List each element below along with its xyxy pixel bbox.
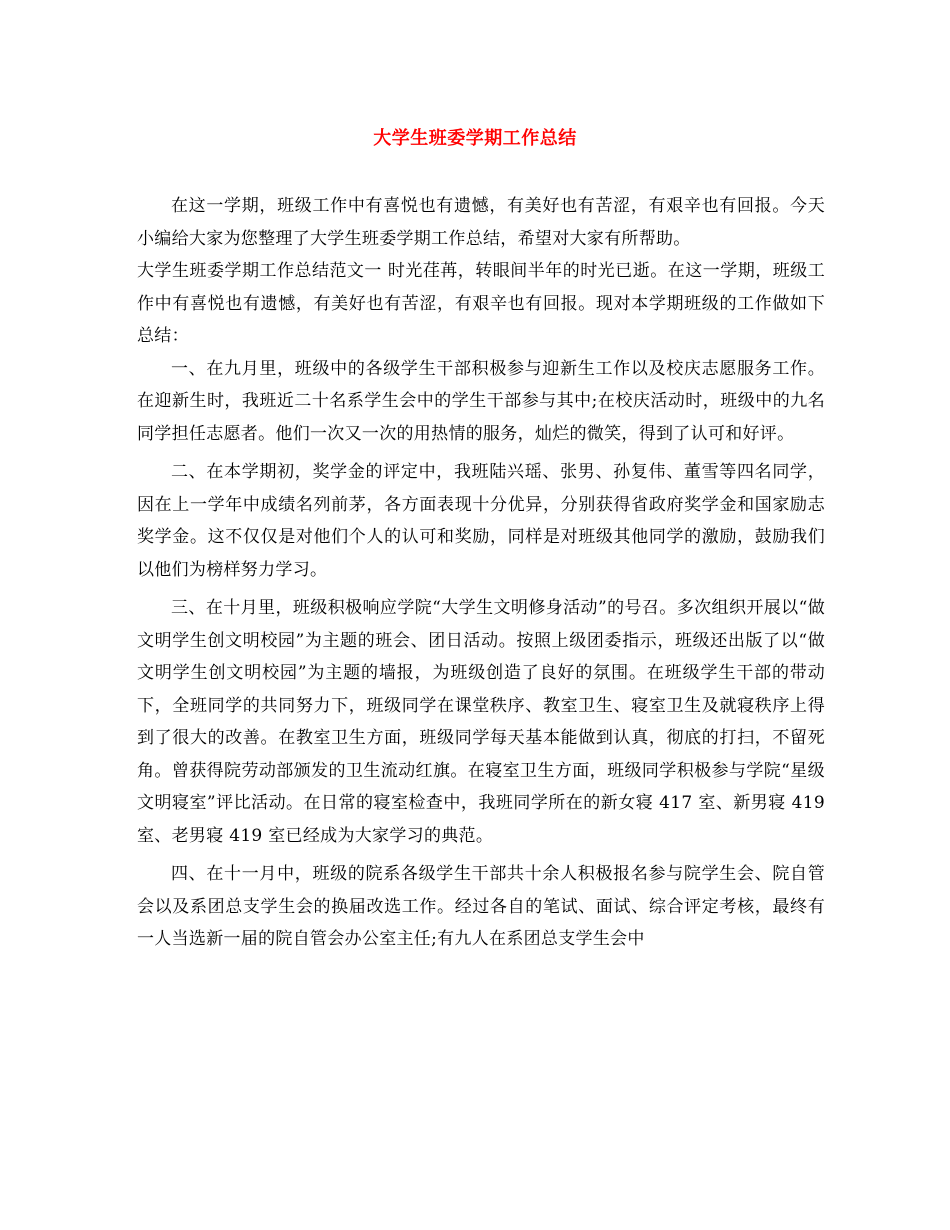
section-four-paragraph: 四、在十一月中，班级的院系各级学生干部共十余人积极报名参与院学生会、院自管会以及系团总支学生会的换届改选工作。经过各自的笔试、面试、综合评定考核，最终有一人当选新一届的院自管会办公室主任;有九人在系团总支学生会中 [137, 864, 825, 949]
section-two-paragraph: 二、在本学期初，奖学金的评定中，我班陆兴瑶、张男、孙复伟、董雪等四名同学，因在上一学年中成绩名列前茅，各方面表现十分优异，分别获得省政府奖学金和国家励志奖学金。这不仅仅是对他们个人的认可和奖励，同样是对班级其他同学的激励，鼓励我们以他们为榜样努力学习。 [137, 462, 825, 580]
section-one-paragraph: 一、在九月里，班级中的各级学生干部积极参与迎新生工作以及校庆志愿服务工作。在迎新生时，我班近二十名系学生会中的学生干部参与其中;在校庆活动时，班级中的九名同学担任志愿者。他们一次又一次的用热情的服务，灿烂的微笑，得到了认可和好评。 [137, 358, 825, 444]
section-three-paragraph: 三、在十月里，班级积极响应学院“大学生文明修身活动”的号召。多次组织开展以“做文明学生创文明校园”为主题的班会、团日活动。按照上级团委指示，班级还出版了以“做文明学生创文明校园”为主题的墙报，为班级创造了良好的氛围。在班级学生干部的带动下，全班同学的共同努力下，班级同学在课堂秩序、教室卫生、寝室卫生及就寝秩序上得到了很大的改善。在教室卫生方面，班级同学每天基本能做到认真，彻底的打扫，不留死角。曾获得院劳动部颁发的卫生流动红旗。在寝室卫生方面，班级同学积极参与学院“星级文明寝室”评比活动。在日常的寝室检查中，我班同学所在的新女寝 417 室、新男寝 419 室、老男寝 419 室已经成为大家学习的典范。 [137, 598, 825, 846]
reference-paragraph: 大学生班委学期工作总结范文一 时光荏苒，转眼间半年的时光已逝。在这一学期，班级工作中有喜悦也有遗憾，有美好也有苦涩，有艰辛也有回报。现对本学期班级的工作做如下总结： [137, 261, 825, 346]
intro-paragraph: 在这一学期，班级工作中有喜悦也有遗憾，有美好也有苦涩，有艰辛也有回报。今天小编给大家为您整理了大学生班委学期工作总结，希望对大家有所帮助。 [137, 196, 825, 249]
document-body [137, 190, 825, 956]
document-title: 大学生班委学期工作总结 [373, 128, 577, 149]
